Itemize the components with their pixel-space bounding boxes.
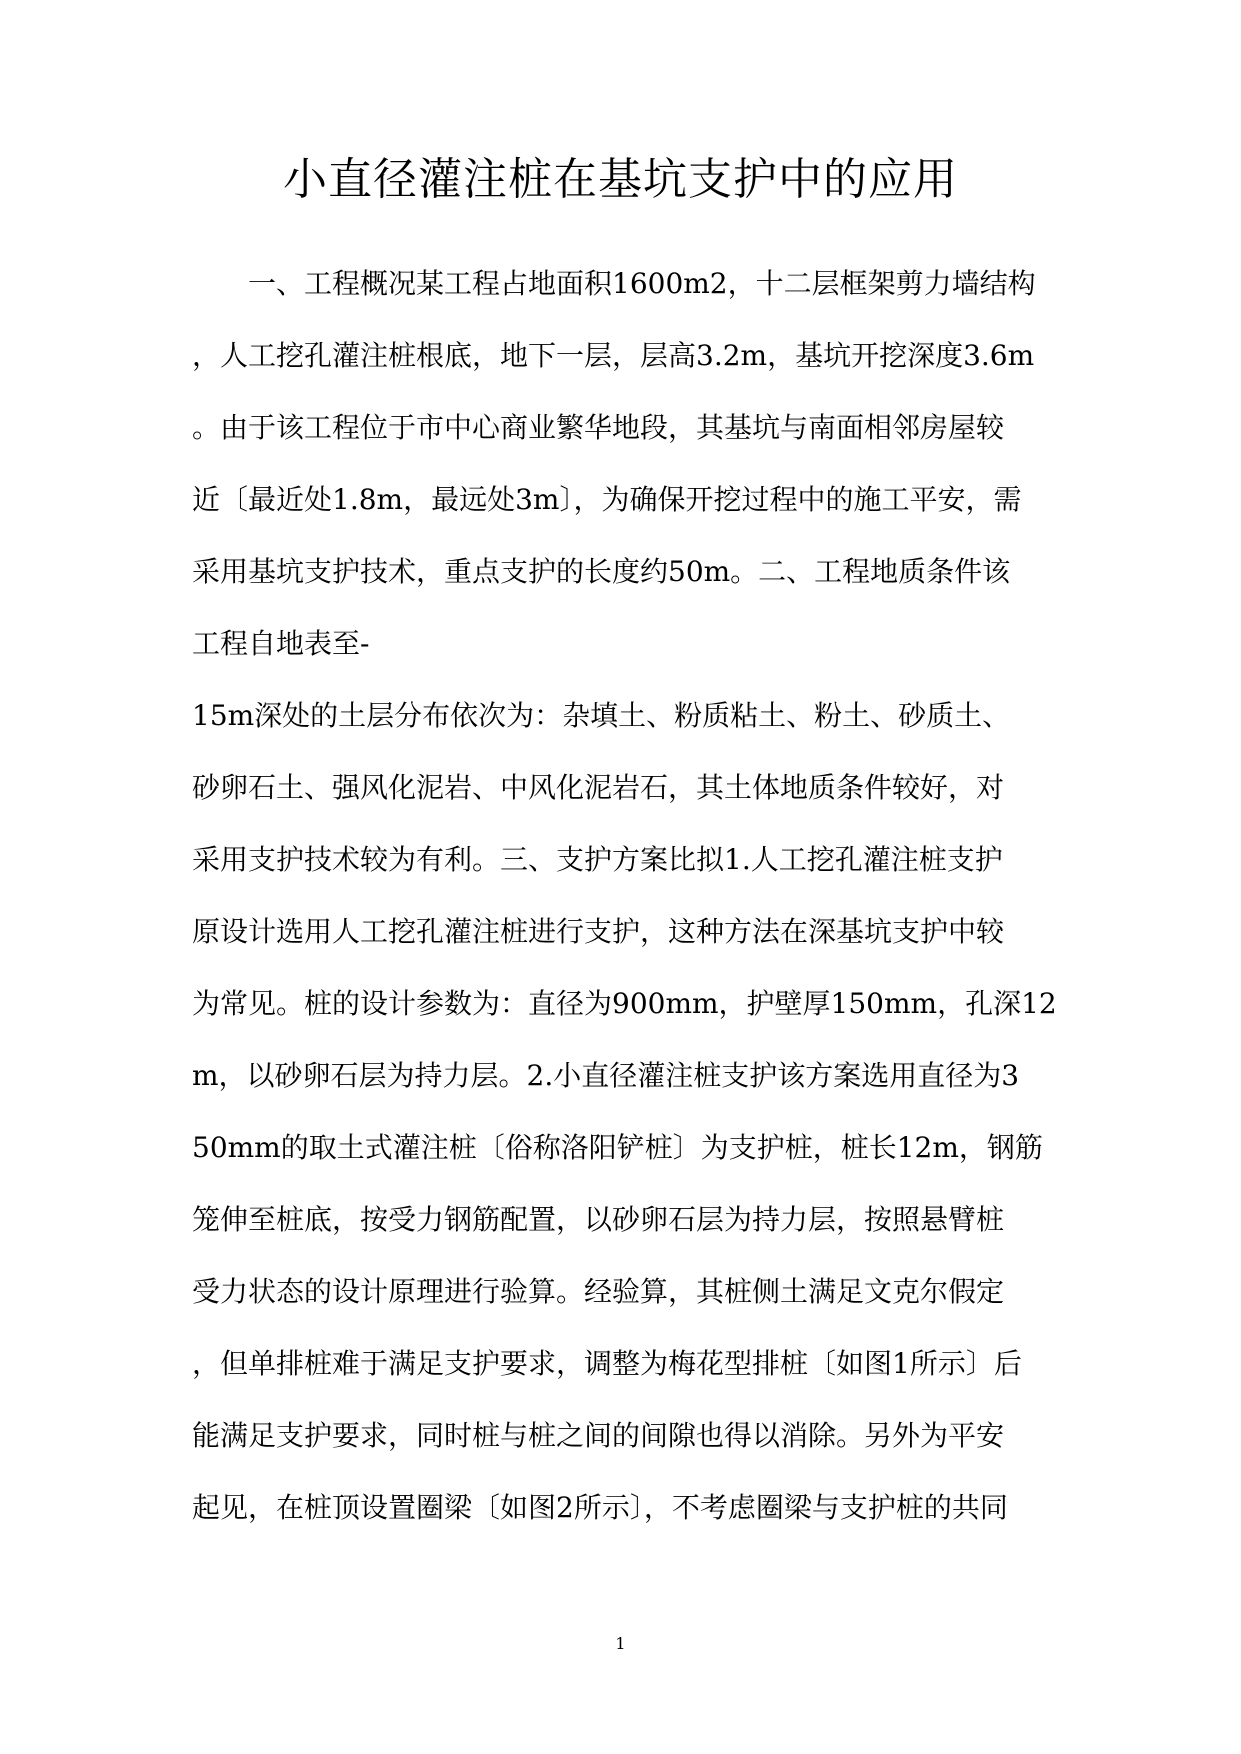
text-line: 。由于该工程位于市中心商业繁华地段，其基坑与南面相邻房屋较 (192, 411, 1005, 444)
text-line: 一、工程概况某工程占地面积1600m2，十二层框架剪力墙结构 (248, 267, 1036, 300)
text-line: ，人工挖孔灌注桩根底，地下一层，层高3.2m，基坑开挖深度3.6m (192, 339, 1035, 372)
text-line: 15m深处的土层分布依次为：杂填土、粉质粘土、粉土、砂质土、 (192, 699, 1011, 732)
body-text (192, 248, 1072, 1544)
text-line: ，但单排桩难于满足支护要求，调整为梅花型排桩〔如图1所示〕后 (192, 1347, 1022, 1380)
text-line: 采用支护技术较为有利。三、支护方案比拟1.人工挖孔灌注桩支护 (192, 843, 1003, 876)
text-line: 近〔最近处1.8m，最远处3m〕，为确保开挖过程中的施工平安，需 (192, 483, 1022, 516)
text-line: 50mm的取土式灌注桩〔俗称洛阳铲桩〕为支护桩，桩长12m，钢筋 (192, 1131, 1043, 1164)
page-number: 1 (615, 1634, 626, 1653)
text-line: 笼伸至桩底，按受力钢筋配置，以砂卵石层为持力层，按照悬臂桩 (192, 1203, 1005, 1236)
text-line: 砂卵石土、强风化泥岩、中风化泥岩石，其土体地质条件较好，对 (192, 771, 1005, 804)
text-line: m，以砂卵石层为持力层。2.小直径灌注桩支护该方案选用直径为3 (192, 1059, 1020, 1092)
text-line: 工程自地表至- (192, 627, 370, 660)
text-line: 采用基坑支护技术，重点支护的长度约50m。二、工程地质条件该 (192, 555, 1011, 588)
document-title: 小直径灌注桩在基坑支护中的应用 (283, 154, 958, 205)
text-line: 受力状态的设计原理进行验算。经验算，其桩侧土满足文克尔假定 (192, 1275, 1005, 1308)
text-line: 起见，在桩顶设置圈梁〔如图2所示〕，不考虑圈梁与支护桩的共同 (192, 1491, 1008, 1524)
text-line: 原设计选用人工挖孔灌注桩进行支护，这种方法在深基坑支护中较 (192, 915, 1005, 948)
text-line: 能满足支护要求，同时桩与桩之间的间隙也得以消除。另外为平安 (192, 1419, 1005, 1452)
text-line: 为常见。桩的设计参数为：直径为900mm，护壁厚150mm，孔深12 (192, 987, 1057, 1020)
